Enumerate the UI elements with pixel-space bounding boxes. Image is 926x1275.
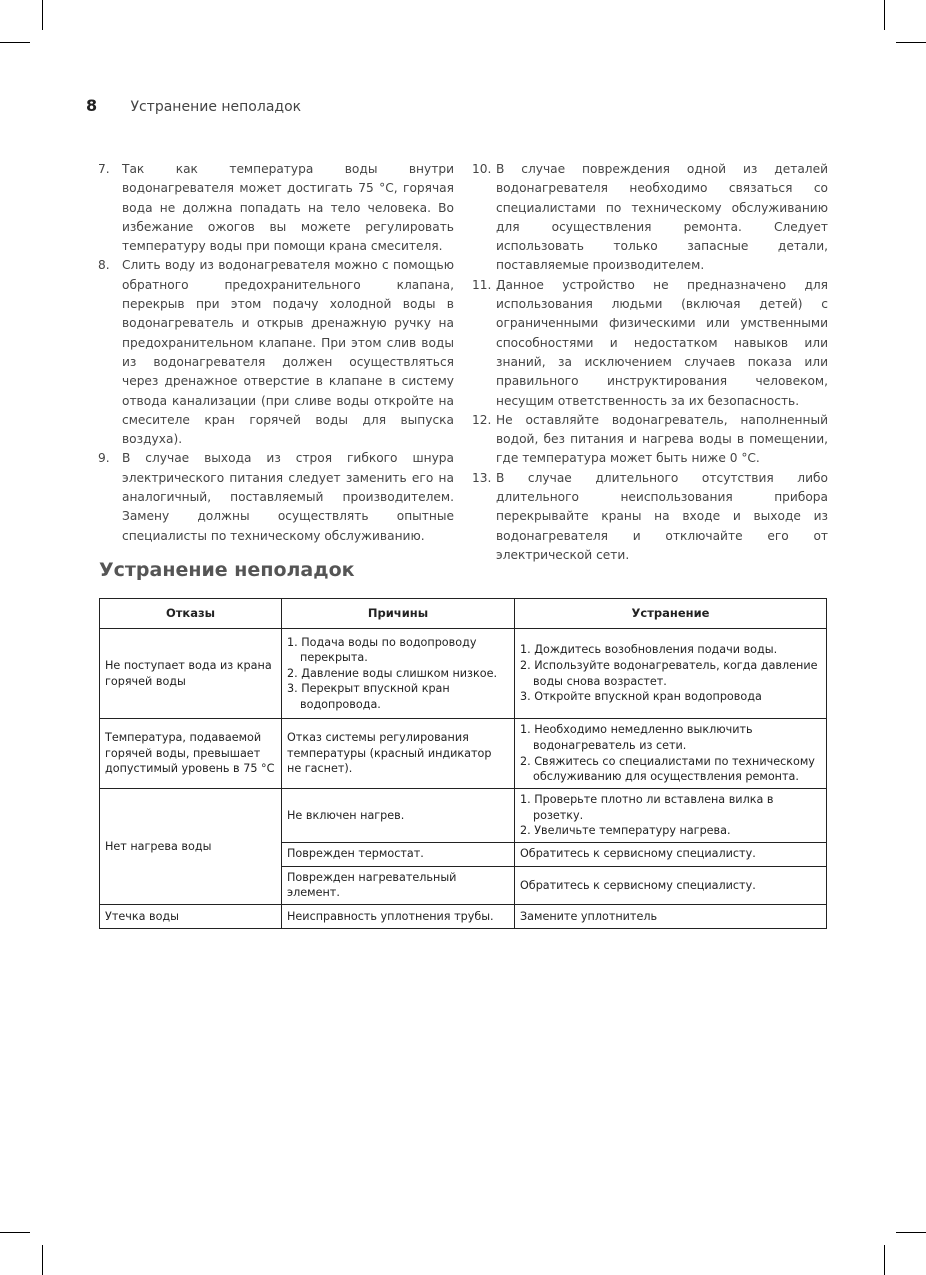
crop-mark [884,1245,885,1275]
instructions-right-column [472,160,828,565]
table-header-row [100,599,827,629]
list-item [98,256,454,449]
item-text: Слить воду из водонагревателя можно с помощью обратного предохранительного клапана, перекрыв при этом подачу холодной воды в водонагреватель и открыв дренажную ручку на предохранительном клапане. При этом слив воды из водонагревателя должен осуществляться через дренажное отверстие в клапане в систему отвода канализации (при сливе воды откройте на смесителе кран горячей воды для выпуска воздуха). [122,258,454,447]
list-item [98,449,454,545]
fix-cell [515,789,827,843]
page-header [86,96,301,115]
item-text: Данное устройство не предназначено для использования людьми (включая детей) с ограниченными физическими или умственными способностями и недостатком навыков или знаний, за исключением случаев показа или правильного инструктирования человеком, несущим ответственность за их безопасность. [496,277,828,408]
item-number: 10. [472,162,492,176]
running-title: Устранение неполадок [130,99,302,115]
item-number: 12. [472,412,492,427]
table-row [100,719,827,789]
column-header-faults: Отказы [100,599,282,629]
cause-cell: Отказ системы регулирования температуры (красный индикатор не гаснет). [282,719,515,789]
section-title: Устранение неполадок [99,559,355,581]
column-header-causes: Причины [282,599,515,629]
item-text: В случае повреждения одной из деталей водонагревателя необходимо связаться со специалистами по техническому обслуживанию для осуществления ремонта. Следует использовать только запасные детали, поставляемые производителем. [496,162,828,273]
instructions-left-column [98,160,454,546]
cause-cell [282,629,515,719]
fault-cell: Не поступает вода из крана горячей воды [100,629,282,719]
column-header-fixes: Устранение [515,599,827,629]
table-row [100,904,827,928]
fix-cell: Замените уплотнитель [515,904,827,928]
fix-cell: Обратитесь к сервисному специалисту. [515,842,827,866]
fix-item: 3. Откройте впускной кран водопровода [520,690,762,704]
cause-item: 3. Перекрыт впускной кран водопровода. [287,682,450,711]
item-text: В случае выхода из строя гибкого шнура электрического питания следует заменить его на аналогичный, поставляемый производителем. Замену должны осуществлять опытные специалисты по техническому обслуживанию. [122,451,454,543]
item-text: Не оставляйте водонагреватель, наполненный водой, без питания и нагрева воды в помещении, где температура может быть ниже 0 °С. [496,412,828,466]
item-number: 13. [472,470,492,485]
fix-item: 2. Свяжитесь со специалистами по техническому обслуживанию для осуществления ремонта. [520,754,815,784]
page-number: 8 [86,96,98,115]
fix-cell [515,629,827,719]
fault-cell: Температура, подаваемой горячей воды, превышает допустимый уровень в 75 °С [100,719,282,789]
list-item [472,276,828,411]
crop-mark [0,42,30,43]
cause-cell: Поврежден нагревательный элемент. [282,866,515,904]
item-number: 7. [98,162,110,176]
cause-item: 2. Давление воды слишком низкое. [287,666,498,680]
cause-cell: Не включен нагрев. [282,789,515,843]
crop-mark [896,42,926,43]
item-text: В случае длительного отсутствия либо длительного неиспользования прибора перекрывайте краны на входе и выходе из водонагревателя и отключайте его от электрической сети. [496,470,828,562]
item-text: Так как температура воды внутри водонагревателя может достигать 75 °С, горячая вода не должна попадать на тело человека. Во избежание ожогов вы можете регулировать температуру воды при помощи крана смесителя. [122,162,454,254]
item-number: 8. [98,258,110,273]
table-row [100,629,827,719]
troubleshooting-table [99,598,827,929]
list-item [472,411,828,469]
fix-cell [515,719,827,789]
crop-mark [42,1245,43,1275]
crop-mark [42,0,43,30]
crop-mark [0,1232,30,1233]
fault-cell: Утечка воды [100,904,282,928]
fix-item: 2. Увеличьте температуру нагрева. [520,824,731,838]
cause-cell: Неисправность уплотнения трубы. [282,904,515,928]
fault-cell: Нет нагрева воды [100,789,282,905]
list-item [472,160,828,276]
fix-item: 2. Используйте водонагреватель, когда давление воды снова возрастет. [520,658,818,688]
item-number: 9. [98,451,110,466]
fix-item: 1. Необходимо немедленно выключить водонагреватель из сети. [520,723,753,752]
fix-item: 1. Проверьте плотно ли вставлена вилка в розетку. [520,793,774,822]
table-row [100,789,827,843]
fix-item: 1. Дождитесь возобновления подачи воды. [520,643,778,657]
list-item [98,160,454,256]
cause-cell: Поврежден термостат. [282,842,515,866]
item-number: 11. [472,277,492,292]
list-item [472,469,828,565]
cause-item: 1. Подача воды по водопроводу перекрыта. [287,635,477,665]
fix-cell: Обратитесь к сервисному специалисту. [515,866,827,904]
crop-mark [896,1232,926,1233]
crop-mark [884,0,885,30]
